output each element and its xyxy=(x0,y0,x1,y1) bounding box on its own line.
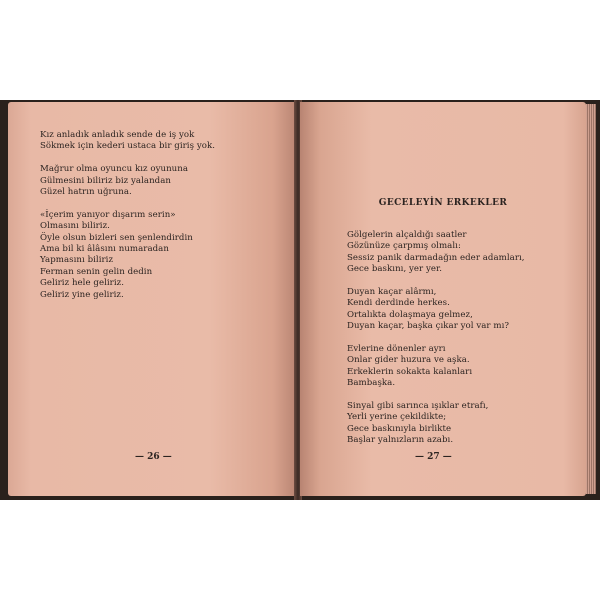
stanza xyxy=(40,130,215,153)
poem-line: Ferman senin gelin dedin xyxy=(40,266,153,277)
poem-line: Gece baskınıyla birlikte xyxy=(347,423,452,434)
open-book xyxy=(0,100,600,500)
poem-line: Mağrur olma oyuncu kız oyununa xyxy=(40,164,189,175)
poem-line: Geliriz hele geliriz. xyxy=(40,278,124,289)
page-number: — 27 — xyxy=(415,452,452,462)
poem-line: Kendi derdinde herkes. xyxy=(347,298,450,309)
stanza xyxy=(40,164,215,198)
poem-line: Onlar gider huzura ve aşka. xyxy=(347,355,470,366)
poem-line: Güzel hatrın uğruna. xyxy=(40,187,132,198)
stanza xyxy=(40,210,215,301)
poem-line: Yerli yerine çekildikte; xyxy=(347,412,447,423)
poem-line: Öyle olsun bizleri sen şenlendirdin xyxy=(40,232,193,243)
poem-line: «İçerim yanıyor dışarım serin» xyxy=(40,209,176,220)
stanza xyxy=(347,287,525,333)
right-page xyxy=(300,102,586,496)
stanza xyxy=(347,344,525,390)
page-edges xyxy=(586,104,596,494)
poem-line: Duyan kaçar, başka çıkar yol var mı? xyxy=(347,321,510,332)
poem-line: Geliriz yine geliriz. xyxy=(40,289,124,300)
page-number: — 26 — xyxy=(135,452,172,462)
poem-line: Duyan kaçar alârmı, xyxy=(347,287,437,298)
poem-line: Kız anladık anladık sende de iş yok xyxy=(40,130,195,140)
poem-line: Sökmek için kederi ustaca bir giriş yok. xyxy=(40,141,215,152)
poem-line: Ama bil ki âlâsını numaradan xyxy=(40,244,169,255)
poem-line: Gözünüze çarpmış olmalı: xyxy=(347,241,461,252)
left-page xyxy=(8,102,296,496)
right-poem xyxy=(347,230,525,458)
poem-line: Olmasını biliriz. xyxy=(40,221,110,232)
stanza xyxy=(347,230,525,276)
poem-line: Gülmesini biliriz biz yalandan xyxy=(40,175,171,186)
poem-line: Gece baskını, yer yer. xyxy=(347,264,443,275)
poem-line: Evlerine dönenler ayrı xyxy=(347,344,446,355)
left-poem xyxy=(40,130,215,312)
poem-line: Ortalıkta dolaşmaya gelmez, xyxy=(347,309,473,320)
poem-line: Sinyal gibi sarınca ışıklar etrafı, xyxy=(347,401,489,412)
poem-line: Sessiz panik darmadağın eder adamları, xyxy=(347,252,525,263)
stanza xyxy=(347,401,525,447)
poem-line: Erkeklerin sokakta kalanları xyxy=(347,366,473,377)
poem-line: Bambaşka. xyxy=(347,378,396,389)
poem-line: Başlar yalnızların azabı. xyxy=(347,435,454,446)
poem-line: Yapmasını biliriz xyxy=(40,255,114,266)
poem-title: GECELEYİN ERKEKLER xyxy=(378,198,508,208)
poem-line: Gölgelerin alçaldığı saatler xyxy=(347,230,467,240)
